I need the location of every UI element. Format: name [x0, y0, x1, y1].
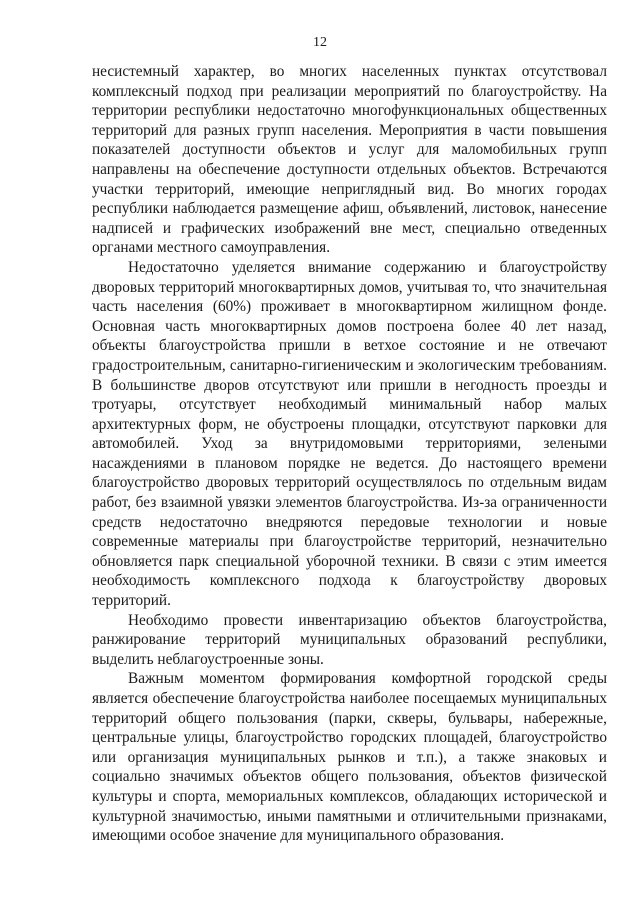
- paragraph-courtyards: Недостаточно уделяется внимание содержанию и благоустройству дворовых территорий многоквартирных домов, учитывая то, что значительная часть населения (60%) проживает в многоквартирном жилищном фонде. Основная часть многоквартирных домов построена более 40 лет назад, объекты благоустройства пришли в ветхое состояние и не отвечают градостроительным, санитарно-гигиеническим и экологическим требованиям. В большинстве дворов отсутствуют или пришли в негодность проезды и тротуары, отсутствует необходимый минимальный набор малых архитектурных форм, не обустроены площадки, отсутствуют парковки для автомобилей. Уход за внутридомовыми территориями, зелеными насаждениями в плановом порядке не ведется. До настоящего времени благоустройство дворовых территорий осуществлялось по отдельным видам работ, без взаимной увязки элементов благоустройства. Из-за ограниченности средств недостаточно внедряются передовые технологии и новые современные материалы при благоустройстве территорий, незначительно обновляется парк специальной уборочной техники. В связи с этим имеется необходимость комплексного подхода к благоустройству дворовых территорий.: [92, 258, 607, 610]
- paragraph-continuation: несистемный характер, во многих населенных пунктах отсутствовал комплексный подход при реализации мероприятий по благоустройству. На территории республики недостаточно многофункциональных общественных территорий для разных групп населения. Мероприятия в части повышения показателей доступности объектов и услуг для маломобильных групп направлены на обеспечение доступности отдельных объектов. Встречаются участки территорий, имеющие неприглядный вид. Во многих городах республики наблюдается размещение афиш, объявлений, листовок, нанесение надписей и графических изображений вне мест, специально отведенных органами местного самоуправления.: [92, 63, 607, 257]
- document-body: [92, 62, 607, 846]
- page-number: 12: [313, 35, 327, 50]
- paragraph-public-spaces: Важным моментом формирования комфортной городской среды является обеспечение благоустройства наиболее посещаемых муниципальных территорий общего пользования (парки, скверы, бульвары, набережные, центральные улицы, благоустройство городских площадей, благоустройство или организация муниципальных рынков и т.п.), а также знаковых и социально значимых объектов общего пользования, объектов физической культуры и спорта, мемориальных комплексов, обладающих исторической и культурной значимостью, иными памятными и отличительными признаками, имеющими особое значение для муниципального образования.: [92, 670, 607, 845]
- paragraph-inventory: Необходимо провести инвентаризацию объектов благоустройства, ранжирование территорий муниципальных образований республики, выделить неблагоустроенные зоны.: [92, 611, 607, 668]
